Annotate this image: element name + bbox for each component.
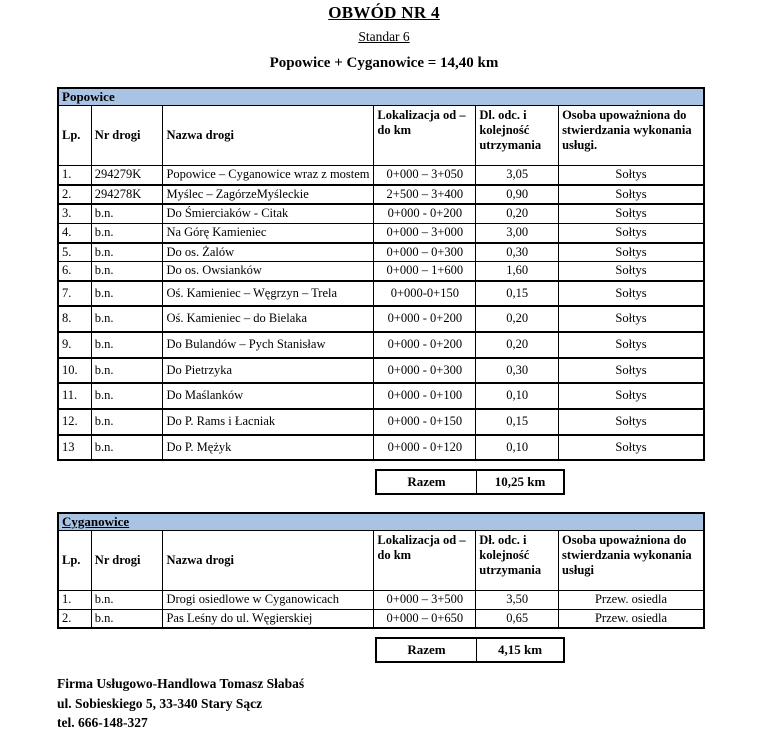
cell-lp: 13: [58, 435, 91, 461]
cell-nr: b.n.: [91, 306, 163, 332]
cell-lokalizacja: 0+000-0+150: [374, 281, 476, 307]
cell-lokalizacja: 0+000 – 1+600: [374, 262, 476, 281]
cell-dl: 0,15: [476, 281, 559, 307]
cell-dl: 3,05: [476, 166, 559, 185]
cell-osoba: Sołtys: [559, 306, 704, 332]
table-row: [58, 332, 704, 358]
cyganowice-total-row: [376, 638, 564, 662]
table-row: [58, 243, 704, 262]
cell-osoba: Sołtys: [559, 281, 704, 307]
cell-lokalizacja: 0+000 - 0+300: [374, 358, 476, 384]
cyganowice-total-table: [375, 637, 565, 663]
company-footer: [57, 674, 705, 731]
cell-lokalizacja: 0+000 – 0+300: [374, 243, 476, 262]
cell-nazwa: Drogi osiedlowe w Cyganowicach: [163, 591, 374, 610]
cell-nazwa: Do Śmierciaków - Citak: [163, 204, 374, 223]
cyganowice-table-body: [58, 591, 704, 629]
cell-nr: b.n.: [91, 223, 163, 242]
cell-nazwa: Myślec – ZagórzeMyśleckie: [163, 185, 374, 205]
cell-nr: b.n.: [91, 591, 163, 610]
cell-lp: 8.: [58, 306, 91, 332]
cyganowice-table: [57, 512, 705, 629]
cyganowice-band-row: [58, 513, 704, 531]
cyganowice-band-text: Cyganowice: [62, 514, 130, 530]
cell-nazwa: Popowice – Cyganowice wraz z mostem: [163, 166, 374, 185]
cell-osoba: Sołtys: [559, 166, 704, 185]
cell-dl: 0,20: [476, 306, 559, 332]
cell-lp: 11.: [58, 383, 91, 409]
cell-lokalizacja: 0+000 - 0+100: [374, 383, 476, 409]
cell-dl: 0,10: [476, 435, 559, 461]
column-header-nr-drogi: Nr drogi: [91, 106, 163, 166]
cell-dl: 0,15: [476, 409, 559, 435]
cell-lp: 2.: [58, 609, 91, 628]
cell-dl: 0,30: [476, 243, 559, 262]
cell-nazwa: Do Maślanków: [163, 383, 374, 409]
popowice-table-body: [58, 166, 704, 461]
cyganowice-total-value: 4,15 km: [477, 638, 565, 662]
cell-osoba: Sołtys: [559, 204, 704, 223]
popowice-total-row: [376, 470, 564, 494]
cell-lp: 1.: [58, 166, 91, 185]
cell-nazwa: Do os. Owsianków: [163, 262, 374, 281]
cell-nr: b.n.: [91, 243, 163, 262]
cell-lp: 2.: [58, 185, 91, 205]
cell-nazwa: Pas Leśny do ul. Węgierskiej: [163, 609, 374, 628]
popowice-band-label: [58, 88, 704, 106]
cell-lokalizacja: 0+000 – 3+500: [374, 591, 476, 610]
cell-dl: 0,10: [476, 383, 559, 409]
cell-nr: b.n.: [91, 383, 163, 409]
cell-nazwa: Do P. Mężyk: [163, 435, 374, 461]
table-row: [58, 591, 704, 610]
table-row: [58, 281, 704, 307]
company-address: ul. Sobieskiego 5, 33-340 Stary Sącz: [57, 695, 263, 711]
column-header-nr-drogi: Nr drogi: [91, 531, 163, 591]
table-row: [58, 435, 704, 461]
cell-dl: 0,65: [476, 609, 559, 628]
cell-nazwa: Oś. Kamieniec – do Bielaka: [163, 306, 374, 332]
cell-lokalizacja: 0+000 – 3+000: [374, 223, 476, 242]
cell-lp: 9.: [58, 332, 91, 358]
column-header-dl-odc: Dl. odc. i kolejność utrzymania: [476, 106, 559, 166]
cell-osoba: Sołtys: [559, 383, 704, 409]
cell-osoba: Sołtys: [559, 223, 704, 242]
cell-lp: 6.: [58, 262, 91, 281]
cell-osoba: Sołtys: [559, 332, 704, 358]
cell-nazwa: Do Pietrzyka: [163, 358, 374, 384]
cell-lokalizacja: 2+500 – 3+400: [374, 185, 476, 205]
popowice-total-table: [375, 469, 565, 495]
cell-dl: 0,20: [476, 204, 559, 223]
cell-lokalizacja: 0+000 – 0+650: [374, 609, 476, 628]
company-name: Firma Usługowo-Handlowa Tomasz Słabaś: [57, 676, 305, 692]
cell-nazwa: Do os. Żalów: [163, 243, 374, 262]
cell-osoba: Przew. osiedla: [559, 609, 704, 628]
cell-nr: b.n.: [91, 609, 163, 628]
popowice-total-value: 10,25 km: [477, 470, 565, 494]
popowice-total-label: Razem: [376, 470, 477, 494]
column-header-lokalizacja: Lokalizacja od – do km: [374, 531, 476, 591]
cell-nazwa: Do P. Rams i Łacniak: [163, 409, 374, 435]
cell-lp: 1.: [58, 591, 91, 610]
document-summary: Popowice + Cyganowice = 14,40 km: [269, 55, 499, 71]
table-row: [58, 166, 704, 185]
cell-lp: 3.: [58, 204, 91, 223]
table-row: [58, 185, 704, 205]
cell-osoba: Sołtys: [559, 185, 704, 205]
cell-lp: 10.: [58, 358, 91, 384]
cell-nr: b.n.: [91, 409, 163, 435]
cell-lokalizacja: 0+000 - 0+200: [374, 306, 476, 332]
cell-osoba: Sołtys: [559, 243, 704, 262]
cell-lokalizacja: 0+000 - 0+200: [374, 204, 476, 223]
column-header-nazwa-drogi: Nazwa drogi: [163, 531, 374, 591]
cell-lp: 4.: [58, 223, 91, 242]
cell-osoba: Sołtys: [559, 435, 704, 461]
document-subtitle: Standar 6: [358, 29, 410, 44]
popowice-header-row: [58, 106, 704, 166]
cell-dl: 0,90: [476, 185, 559, 205]
cell-lokalizacja: 0+000 - 0+200: [374, 332, 476, 358]
cell-osoba: Przew. osiedla: [559, 591, 704, 610]
column-header-lp: Lp.: [58, 106, 91, 166]
cell-lokalizacja: 0+000 – 3+050: [374, 166, 476, 185]
table-row: [58, 306, 704, 332]
document-content: [57, 87, 705, 732]
cyganowice-header-row: [58, 531, 704, 591]
column-header-osoba: Osoba upoważniona do stwierdzania wykonania usługi: [559, 531, 704, 591]
cell-dl: 0,30: [476, 358, 559, 384]
cell-lp: 7.: [58, 281, 91, 307]
table-row: [58, 204, 704, 223]
cell-lokalizacja: 0+000 - 0+120: [374, 435, 476, 461]
cell-osoba: Sołtys: [559, 409, 704, 435]
cell-lp: 12.: [58, 409, 91, 435]
cell-osoba: Sołtys: [559, 262, 704, 281]
table-row: [58, 383, 704, 409]
cell-nr: b.n.: [91, 332, 163, 358]
cell-dl: 3,00: [476, 223, 559, 242]
table-row: [58, 609, 704, 628]
table-row: [58, 262, 704, 281]
popowice-table: [57, 87, 705, 461]
column-header-lokalizacja: Lokalizacja od – do km: [374, 106, 476, 166]
cyganowice-band-label: [58, 513, 704, 531]
company-phone: tel. 666-148-327: [57, 714, 148, 730]
column-header-osoba: Osoba upoważniona do stwierdzania wykonania usługi.: [559, 106, 704, 166]
cell-nr: b.n.: [91, 262, 163, 281]
cell-nr: 294278K: [91, 185, 163, 205]
cell-nazwa: Do Bulandów – Pych Stanisław: [163, 332, 374, 358]
cell-dl: 1,60: [476, 262, 559, 281]
cyganowice-total-label: Razem: [376, 638, 477, 662]
cell-nazwa: Oś. Kamieniec – Węgrzyn – Trela: [163, 281, 374, 307]
popowice-band-text: Popowice: [62, 89, 115, 104]
cell-nr: 294279K: [91, 166, 163, 185]
cell-nazwa: Na Górę Kamieniec: [163, 223, 374, 242]
table-row: [58, 223, 704, 242]
cell-dl: 0,20: [476, 332, 559, 358]
cell-nr: b.n.: [91, 281, 163, 307]
cell-nr: b.n.: [91, 435, 163, 461]
cell-lp: 5.: [58, 243, 91, 262]
cell-lokalizacja: 0+000 - 0+150: [374, 409, 476, 435]
cell-nr: b.n.: [91, 358, 163, 384]
cell-nr: b.n.: [91, 204, 163, 223]
document-title: OBWÓD NR 4: [328, 3, 440, 22]
cell-osoba: Sołtys: [559, 358, 704, 384]
table-row: [58, 358, 704, 384]
table-row: [58, 409, 704, 435]
popowice-band-row: [58, 88, 704, 106]
column-header-lp: Lp.: [58, 531, 91, 591]
column-header-dl-odc: Dł. odc. i kolejność utrzymania: [476, 531, 559, 591]
column-header-nazwa-drogi: Nazwa drogi: [163, 106, 374, 166]
cell-dl: 3,50: [476, 591, 559, 610]
